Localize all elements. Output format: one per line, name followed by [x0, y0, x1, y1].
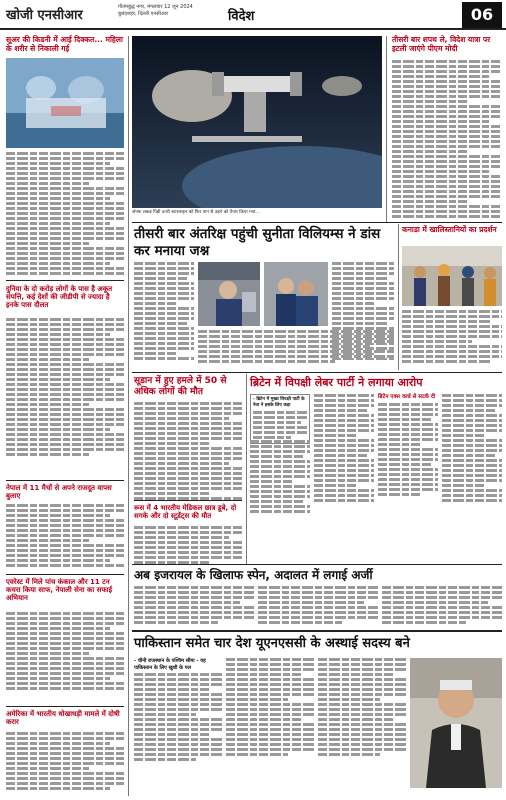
photo-canada-protest — [402, 246, 502, 306]
headline-canada: कनाडा में खालिस्तानियों का प्रदर्शन — [402, 225, 497, 234]
body-britain-col3 — [378, 394, 438, 498]
edition-line-1: गौतमबुद्ध नगर, मंगलवार 12 जून 2024 — [118, 4, 193, 10]
caption-starliner: जेफ्फ लकड़ पिड़ी उतरी स्टारलाइन को फिर यान से उड़ने को तैयार किया गया... — [132, 210, 260, 215]
headline-nepal: नेपाल में 11 मैचों से अपने राजदूत वापस बुलाए — [6, 484, 112, 501]
section-title: विदेश — [228, 9, 255, 24]
body-israel-col1 — [134, 586, 254, 626]
headline-russia: रूस में 4 भारतीय मेडिकल छात्र डूबे, दो सगके और दो स्टूडेंट्स की मौत — [134, 504, 237, 521]
headline-britain: ब्रिटेन में विपक्षी लेबर पार्टी ने लगाया आरोप — [250, 376, 423, 389]
edition-line-2: बुलंदशहर, दिल्ली एनसीआर — [118, 11, 169, 17]
unsc-sub-col — [134, 658, 222, 763]
body-nepal — [6, 504, 124, 569]
unsc-subhead: - चीनी राजस्थान के पश्चिम सीमा - यह पाकिस्तान के लिए खुशी के पल — [134, 658, 206, 671]
body-pig-kidney — [6, 152, 124, 277]
britain-box-right-title: ब्रिटेन एक्स वर्ल्ड से सटर्क दी — [378, 394, 436, 400]
photo-pakistan-leader — [410, 658, 502, 788]
headline-modi-italy: तीसरी बार शपथ ले, विदेश यात्रा पर इटली जाएंगे पीएम मोदी — [392, 35, 491, 53]
edition-info — [118, 4, 193, 18]
headline-pig-kidney: सूअर की किडनी में आई दिक्कत... महिला के शरीर से निकाली गई — [6, 35, 123, 53]
body-rich-country — [6, 318, 124, 458]
page-number: 06 — [462, 2, 502, 28]
headline-rich-country: दुनिया के दो करोड़ लोगों के पास है अकूत संपत्ति, कई देशों की जीडीपी से ज्यादा है इनके पास दौलत — [6, 285, 113, 310]
body-unsc-col2 — [226, 658, 314, 758]
headline-america: अमेरिका में भारतीय धोखाधड़ी मामले में दोषी करार — [6, 710, 120, 727]
body-israel-col3 — [382, 586, 502, 626]
body-sunita-col1 — [134, 262, 194, 362]
photo-sunita-1 — [198, 262, 260, 326]
headline-sunita: तीसरी बार अंतरिक्ष पहुंची सुनीता विलियम्स ने डांस कर मनाया जश्न — [134, 226, 381, 259]
body-britain-col2 — [314, 394, 374, 504]
body-america — [6, 732, 124, 792]
headline-everest: एवरेस्ट में मिले पांच कंकाल और 11 टन कचरा किया साफ, नेपाली सेना का सफाई अभियान — [6, 578, 113, 603]
newspaper-brand: खोजी एनसीआर — [6, 8, 83, 23]
masthead — [0, 0, 506, 30]
britain-left-box — [250, 394, 310, 444]
britain-box-left-title: - ब्रिटेन में मुख्य विपक्षी पार्टी के नेता ने इसके लिए कहा — [253, 397, 305, 408]
body-modi-italy — [392, 60, 502, 220]
body-russia — [134, 526, 242, 566]
body-unsc-col3 — [318, 658, 406, 758]
body-canada — [402, 310, 502, 365]
body-sunita-under — [198, 330, 394, 365]
headline-sudan: सूडान में हुए हमले में 50 से अधिक लोगों की मौत — [134, 376, 227, 397]
body-britain-col4 — [442, 394, 502, 504]
photo-starliner — [132, 36, 382, 208]
body-everest — [6, 612, 124, 692]
headline-israel: अब इजरायल के खिलाफ स्पेन, अदालत में लगाई अर्जी — [134, 568, 373, 582]
photo-surgery — [6, 58, 124, 148]
headline-unsc: पाकिस्तान समेत चार देश यूएनएससी के अस्थाई सदस्य बने — [134, 636, 410, 651]
body-britain-col1 — [250, 440, 310, 515]
body-israel-col2 — [258, 586, 378, 626]
body-sudan — [134, 402, 242, 502]
photo-sunita-2 — [264, 262, 328, 326]
